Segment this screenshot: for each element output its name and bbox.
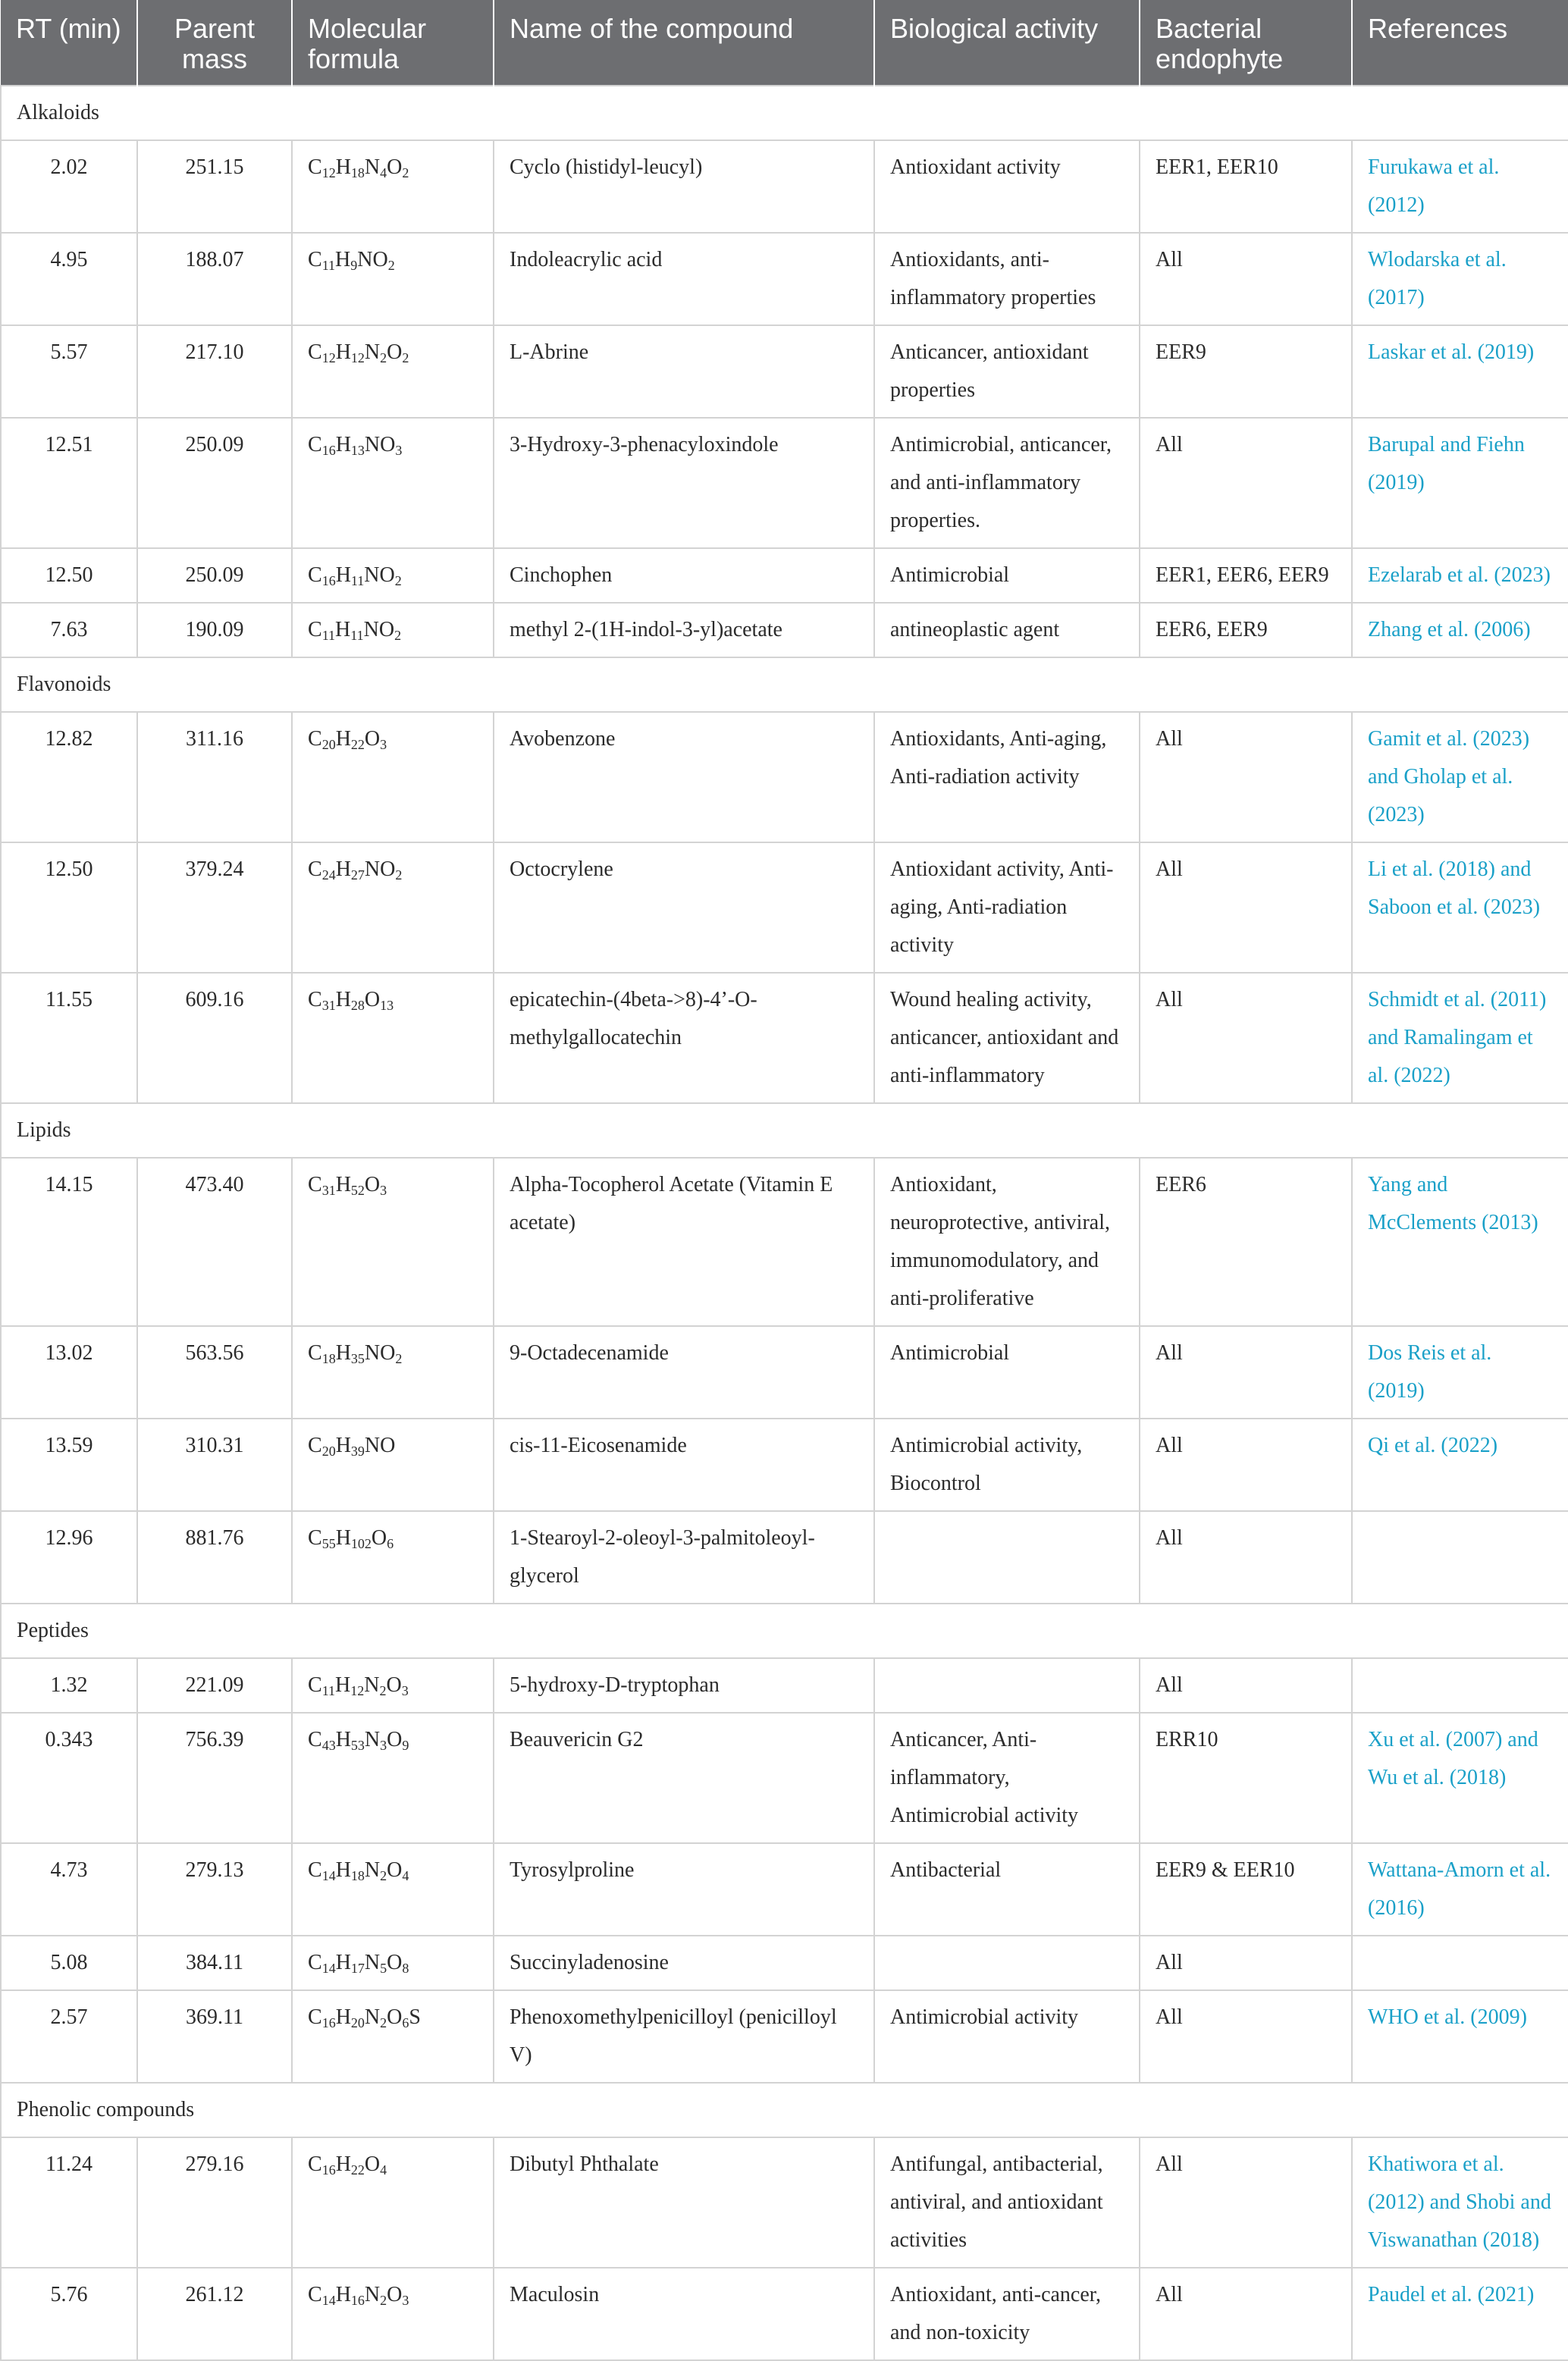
group-title: Peptides <box>1 1604 1568 1658</box>
cell-endophyte: All <box>1140 1990 1352 2083</box>
table-row <box>1 1990 1568 2083</box>
cell-references[interactable]: Zhang et al. (2006) <box>1352 603 1568 657</box>
cell-parent-mass: 188.07 <box>137 233 292 325</box>
cell-references[interactable]: Qi et al. (2022) <box>1352 1419 1568 1511</box>
header-name: Name of the compound <box>494 0 874 86</box>
cell-parent-mass: 261.12 <box>137 2268 292 2360</box>
cell-formula: $C_{11}H_9NO_2$ <box>292 233 494 325</box>
group-row <box>1 2083 1568 2137</box>
cell-endophyte: All <box>1140 1326 1352 1419</box>
cell-name: 1-Stearoyl-2-oleoyl-3-palmitoleoyl-glycerol <box>494 1511 874 1604</box>
cell-references[interactable]: Wlodarska et al. (2017) <box>1352 233 1568 325</box>
cell-name: Dibutyl Phthalate <box>494 2137 874 2268</box>
table-row <box>1 1713 1568 1843</box>
cell-parent-mass: 609.16 <box>137 973 292 1103</box>
cell-endophyte: All <box>1140 233 1352 325</box>
cell-name: cis-11-Eicosenamide <box>494 1419 874 1511</box>
cell-activity: Antimicrobial <box>874 548 1140 603</box>
cell-activity: Antioxidant activity, Anti-aging, Anti-radiation activity <box>874 842 1140 973</box>
cell-name: Cinchophen <box>494 548 874 603</box>
cell-name: Phenoxomethylpenicilloyl (penicilloyl V) <box>494 1990 874 2083</box>
cell-activity: Antioxidants, Anti-aging, Anti-radiation activity <box>874 712 1140 842</box>
cell-name: Tyrosylproline <box>494 1843 874 1936</box>
header-formula: Molecular formula <box>292 0 494 86</box>
cell-activity: Antifungal, antibacterial, antiviral, and antioxidant activities <box>874 2137 1140 2268</box>
table-row <box>1 973 1568 1103</box>
cell-references[interactable]: Xu et al. (2007) and Wu et al. (2018) <box>1352 1713 1568 1843</box>
cell-activity: Anticancer, Anti-inflammatory, Antimicrobial activity <box>874 1713 1140 1843</box>
cell-rt: 5.08 <box>1 1936 137 1990</box>
table-row <box>1 712 1568 842</box>
header-rt: RT (min) <box>1 0 137 86</box>
cell-activity: Antioxidant, neuroprotective, antiviral, immunomodulatory, and anti-proliferative <box>874 1158 1140 1326</box>
cell-activity: Antioxidants, anti-inflammatory properties <box>874 233 1140 325</box>
cell-rt: 5.76 <box>1 2268 137 2360</box>
cell-formula: $C_{55}H_{102}O_6$ <box>292 1511 494 1604</box>
cell-formula: $C_{43}H_{53}N_3O_9$ <box>292 1713 494 1843</box>
cell-rt: 4.95 <box>1 233 137 325</box>
cell-endophyte: EER6, EER9 <box>1140 603 1352 657</box>
group-title: Phenolic compounds <box>1 2083 1568 2137</box>
table-row <box>1 2268 1568 2360</box>
table-row <box>1 140 1568 233</box>
cell-endophyte: ERR10 <box>1140 1713 1352 1843</box>
cell-references[interactable]: Furukawa et al. (2012) <box>1352 140 1568 233</box>
cell-name: 5-hydroxy-D-tryptophan <box>494 1658 874 1713</box>
cell-references[interactable]: Ezelarab et al. (2023) <box>1352 548 1568 603</box>
cell-references <box>1352 1658 1568 1713</box>
table-row <box>1 1843 1568 1936</box>
header-references: References <box>1352 0 1568 86</box>
cell-endophyte: All <box>1140 1658 1352 1713</box>
cell-parent-mass: 384.11 <box>137 1936 292 1990</box>
cell-name: Cyclo (histidyl-leucyl) <box>494 140 874 233</box>
cell-name: epicatechin-(4beta->8)-4’-O-methylgallocatechin <box>494 973 874 1103</box>
table-row <box>1 1419 1568 1511</box>
cell-activity: Antibacterial <box>874 1843 1140 1936</box>
group-row <box>1 86 1568 140</box>
cell-endophyte: EER9 <box>1140 325 1352 418</box>
cell-parent-mass: 881.76 <box>137 1511 292 1604</box>
cell-formula: $C_{24}H_{27}NO_2$ <box>292 842 494 973</box>
cell-rt: 13.02 <box>1 1326 137 1419</box>
cell-formula: $C_{11}H_{12}N_2O_3$ <box>292 1658 494 1713</box>
cell-parent-mass: 221.09 <box>137 1658 292 1713</box>
table-row <box>1 2137 1568 2268</box>
cell-parent-mass: 250.09 <box>137 548 292 603</box>
cell-activity <box>874 1658 1140 1713</box>
cell-rt: 4.73 <box>1 1843 137 1936</box>
cell-rt: 11.55 <box>1 973 137 1103</box>
header-endophyte: Bacterial endophyte <box>1140 0 1352 86</box>
cell-formula: $C_{16}H_{13}NO_3$ <box>292 418 494 548</box>
cell-name: Succinyladenosine <box>494 1936 874 1990</box>
table-row <box>1 325 1568 418</box>
cell-formula: $C_{31}H_{52}O_3$ <box>292 1158 494 1326</box>
cell-formula: $C_{14}H_{18}N_2O_4$ <box>292 1843 494 1936</box>
cell-formula: $C_{31}H_{28}O_{13}$ <box>292 973 494 1103</box>
cell-references[interactable]: Dos Reis et al. (2019) <box>1352 1326 1568 1419</box>
cell-formula: $C_{12}H_{12}N_2O_2$ <box>292 325 494 418</box>
group-row <box>1 1604 1568 1658</box>
cell-references[interactable]: Laskar et al. (2019) <box>1352 325 1568 418</box>
cell-name: Beauvericin G2 <box>494 1713 874 1843</box>
cell-activity: Antimicrobial <box>874 1326 1140 1419</box>
table-row <box>1 603 1568 657</box>
cell-activity: Antimicrobial, anticancer, and anti-inflammatory properties. <box>874 418 1140 548</box>
cell-name: methyl 2-(1H-indol-3-yl)acetate <box>494 603 874 657</box>
cell-name: Maculosin <box>494 2268 874 2360</box>
cell-formula: $C_{16}H_{20}N_2O_6S$ <box>292 1990 494 2083</box>
cell-rt: 12.82 <box>1 712 137 842</box>
cell-references[interactable]: WHO et al. (2009) <box>1352 1990 1568 2083</box>
table-row <box>1 548 1568 603</box>
cell-formula: $C_{14}H_{16}N_2O_3$ <box>292 2268 494 2360</box>
cell-endophyte: EER6 <box>1140 1158 1352 1326</box>
cell-name: Indoleacrylic acid <box>494 233 874 325</box>
cell-endophyte: All <box>1140 2137 1352 2268</box>
cell-parent-mass: 250.09 <box>137 418 292 548</box>
cell-name: Alpha-Tocopherol Acetate (Vitamin E acetate) <box>494 1158 874 1326</box>
cell-activity <box>874 1511 1140 1604</box>
cell-references[interactable]: Schmidt et al. (2011) and Ramalingam et al. (2022) <box>1352 973 1568 1103</box>
cell-rt: 7.63 <box>1 603 137 657</box>
cell-formula: $C_{14}H_{17}N_5O_8$ <box>292 1936 494 1990</box>
cell-rt: 12.50 <box>1 548 137 603</box>
table-row <box>1 1326 1568 1419</box>
cell-activity: Antimicrobial activity, Biocontrol <box>874 1419 1140 1511</box>
cell-parent-mass: 369.11 <box>137 1990 292 2083</box>
group-title: Flavonoids <box>1 657 1568 712</box>
table-row <box>1 418 1568 548</box>
table-row <box>1 1936 1568 1990</box>
cell-references <box>1352 1511 1568 1604</box>
header-parent-mass: Parent mass <box>137 0 292 86</box>
cell-endophyte: All <box>1140 1511 1352 1604</box>
group-title: Alkaloids <box>1 86 1568 140</box>
cell-endophyte: All <box>1140 1936 1352 1990</box>
cell-references[interactable]: Paudel et al. (2021) <box>1352 2268 1568 2360</box>
group-row <box>1 1103 1568 1158</box>
cell-parent-mass: 563.56 <box>137 1326 292 1419</box>
cell-parent-mass: 190.09 <box>137 603 292 657</box>
cell-rt: 14.15 <box>1 1158 137 1326</box>
cell-name: Octocrylene <box>494 842 874 973</box>
cell-endophyte: EER1, EER6, EER9 <box>1140 548 1352 603</box>
cell-activity: Antioxidant, anti-cancer, and non-toxicity <box>874 2268 1140 2360</box>
table-row <box>1 233 1568 325</box>
table-row <box>1 1511 1568 1604</box>
cell-name: Avobenzone <box>494 712 874 842</box>
cell-formula: $C_{12}H_{18}N_4O_2$ <box>292 140 494 233</box>
cell-parent-mass: 473.40 <box>137 1158 292 1326</box>
table-row <box>1 1158 1568 1326</box>
cell-activity: Antimicrobial activity <box>874 1990 1140 2083</box>
cell-references[interactable]: Khatiwora et al. (2012) and Shobi and Viswanathan (2018) <box>1352 2137 1568 2268</box>
table-body <box>1 86 1568 2360</box>
cell-name: 3-Hydroxy-3-phenacyloxindole <box>494 418 874 548</box>
cell-references <box>1352 1936 1568 1990</box>
cell-rt: 0.343 <box>1 1713 137 1843</box>
cell-endophyte: All <box>1140 418 1352 548</box>
cell-activity: Anticancer, antioxidant properties <box>874 325 1140 418</box>
cell-activity: antineoplastic agent <box>874 603 1140 657</box>
cell-formula: $C_{20}H_{39}NO$ <box>292 1419 494 1511</box>
table-row <box>1 842 1568 973</box>
cell-activity <box>874 1936 1140 1990</box>
cell-parent-mass: 379.24 <box>137 842 292 973</box>
table-row <box>1 1658 1568 1713</box>
cell-endophyte: All <box>1140 712 1352 842</box>
cell-formula: $C_{18}H_{35}NO_2$ <box>292 1326 494 1419</box>
cell-endophyte: All <box>1140 973 1352 1103</box>
cell-references[interactable]: Li et al. (2018) and Saboon et al. (2023) <box>1352 842 1568 973</box>
cell-references[interactable]: Barupal and Fiehn (2019) <box>1352 418 1568 548</box>
header-row <box>1 0 1568 86</box>
cell-references[interactable]: Gamit et al. (2023) and Gholap et al. (2023) <box>1352 712 1568 842</box>
cell-rt: 2.02 <box>1 140 137 233</box>
cell-endophyte: All <box>1140 2268 1352 2360</box>
cell-references[interactable]: Yang and McClements (2013) <box>1352 1158 1568 1326</box>
cell-rt: 12.51 <box>1 418 137 548</box>
cell-formula: $C_{20}H_{22}O_3$ <box>292 712 494 842</box>
cell-parent-mass: 251.15 <box>137 140 292 233</box>
cell-name: 9-Octadecenamide <box>494 1326 874 1419</box>
cell-parent-mass: 217.10 <box>137 325 292 418</box>
cell-rt: 1.32 <box>1 1658 137 1713</box>
cell-endophyte: All <box>1140 842 1352 973</box>
cell-parent-mass: 756.39 <box>137 1713 292 1843</box>
cell-parent-mass: 311.16 <box>137 712 292 842</box>
cell-rt: 11.24 <box>1 2137 137 2268</box>
cell-endophyte: EER1, EER10 <box>1140 140 1352 233</box>
cell-parent-mass: 310.31 <box>137 1419 292 1511</box>
group-row <box>1 657 1568 712</box>
cell-endophyte: EER9 & EER10 <box>1140 1843 1352 1936</box>
cell-rt: 12.96 <box>1 1511 137 1604</box>
cell-formula: $C_{16}H_{22}O_4$ <box>292 2137 494 2268</box>
cell-rt: 13.59 <box>1 1419 137 1511</box>
cell-formula: $C_{16}H_{11}NO_2$ <box>292 548 494 603</box>
group-title: Lipids <box>1 1103 1568 1158</box>
cell-activity: Antioxidant activity <box>874 140 1140 233</box>
header-activity: Biological activity <box>874 0 1140 86</box>
cell-rt: 12.50 <box>1 842 137 973</box>
cell-name: L-Abrine <box>494 325 874 418</box>
cell-references[interactable]: Wattana-Amorn et al. (2016) <box>1352 1843 1568 1936</box>
cell-parent-mass: 279.13 <box>137 1843 292 1936</box>
cell-parent-mass: 279.16 <box>137 2137 292 2268</box>
cell-endophyte: All <box>1140 1419 1352 1511</box>
cell-formula: $C_{11}H_{11}NO_2$ <box>292 603 494 657</box>
cell-activity: Wound healing activity, anticancer, antioxidant and anti-inflammatory <box>874 973 1140 1103</box>
cell-rt: 2.57 <box>1 1990 137 2083</box>
cell-rt: 5.57 <box>1 325 137 418</box>
